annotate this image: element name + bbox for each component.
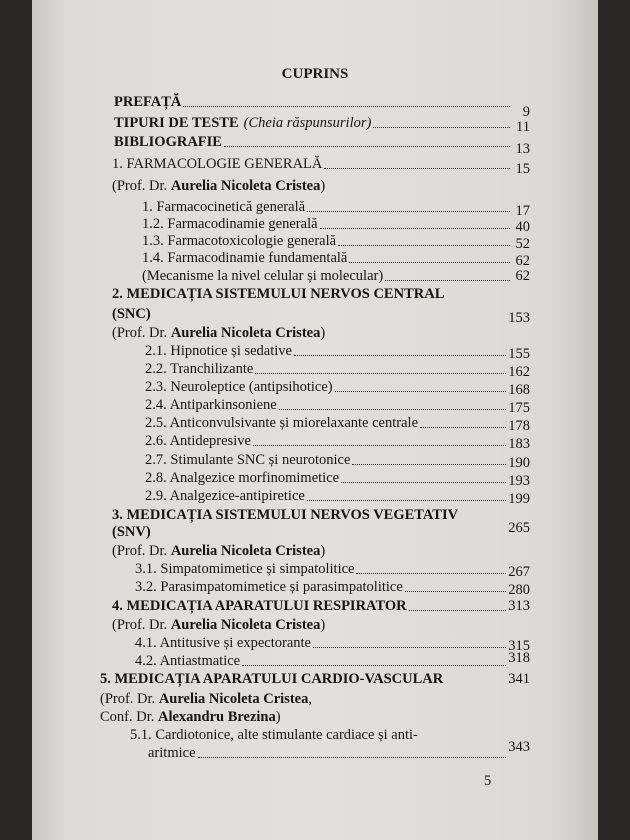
- toc-label-suffix: (Cheia răspunsurilor): [243, 115, 372, 131]
- toc-label: 5. MEDICAȚIA APARATULUI CARDIO-VASCULAR: [100, 671, 444, 687]
- toc-entry-chapter-3[interactable]: [112, 520, 530, 541]
- toc-entry-1-4[interactable]: [142, 250, 530, 267]
- toc-page: 280: [508, 582, 530, 598]
- toc-label-line2: (SNC): [112, 306, 151, 322]
- toc-label: 1.3. Farmacotoxicologie generală: [142, 233, 337, 249]
- toc-label: 1. Farmacocinetică generală: [142, 199, 306, 215]
- chapter-5-authors-conf: Conf. Dr. Alexandru Brezina): [100, 709, 281, 725]
- toc-entry-chapter-2[interactable]: [112, 306, 530, 326]
- toc-label: 2.2. Tranchilizante: [145, 361, 254, 377]
- toc-label: 2.3. Neuroleptice (antipsihotice): [145, 379, 333, 395]
- toc-label: 2.7. Stimulante SNC și neurotonice: [145, 452, 351, 468]
- toc-page: 315: [508, 638, 530, 654]
- toc-entry-2-7[interactable]: [145, 452, 530, 469]
- toc-label: 2.8. Analgezice morfinomimetice: [145, 470, 340, 486]
- toc-label: 2.4. Antiparkinsoniene: [145, 397, 277, 413]
- toc-page: 265: [508, 520, 530, 536]
- toc-page: 155: [508, 346, 530, 362]
- toc-entry-1-3[interactable]: [142, 233, 530, 250]
- toc-page: 341: [508, 671, 530, 687]
- toc-page: 175: [508, 400, 530, 416]
- toc-label: 4. MEDICAȚIA APARATULUI RESPIRATOR: [112, 598, 407, 614]
- toc-entry-chapter-3-title[interactable]: 3. MEDICAȚIA SISTEMULUI NERVOS VEGETATIV: [112, 507, 459, 523]
- toc-label: 2.9. Analgezice-antipiretice: [145, 488, 305, 504]
- toc-page: 11: [516, 119, 530, 135]
- toc-entry-2-5[interactable]: [145, 415, 530, 432]
- book-page: [32, 0, 598, 840]
- toc-label-line2: aritmice: [148, 745, 196, 761]
- toc-entry-5-1[interactable]: [148, 739, 530, 762]
- toc-entry-2-8[interactable]: [145, 470, 530, 487]
- toc-page: 318: [508, 650, 530, 666]
- toc-page: 190: [508, 455, 530, 471]
- toc-entry-2-2[interactable]: [145, 361, 530, 378]
- toc-label: 2.5. Anticonvulsivante și miorelaxante centrale: [145, 415, 419, 431]
- toc-entry-chapter-5[interactable]: [100, 671, 530, 688]
- toc-entry-2-4[interactable]: [145, 397, 530, 414]
- chapter-2-authors: (Prof. Dr. Aurelia Nicoleta Cristea): [112, 325, 326, 341]
- toc-page: 52: [515, 236, 530, 252]
- toc-entry-3-1[interactable]: [135, 561, 530, 578]
- toc-label: 3.2. Parasimpatomimetice și parasimpatolitice: [135, 579, 403, 595]
- toc-page: 343: [508, 739, 530, 755]
- toc-entry-chapter-4[interactable]: [112, 598, 530, 615]
- toc-label: 4.1. Antitusive și expectorante: [135, 635, 311, 651]
- toc-page: 62: [515, 268, 530, 284]
- toc-entry-1-2[interactable]: [142, 216, 530, 233]
- toc-label: (Mecanisme la nivel celular și molecular): [142, 268, 384, 284]
- toc-entry-3-2[interactable]: [135, 579, 530, 596]
- toc-entry-2-9[interactable]: [145, 488, 530, 505]
- toc-page: 313: [508, 598, 530, 614]
- toc-page: 267: [508, 564, 530, 580]
- toc-entry-chapter-1[interactable]: [112, 156, 530, 177]
- toc-label: PREFAȚĂ: [114, 94, 182, 110]
- toc-page: 17: [515, 203, 530, 219]
- toc-label: 4.2. Antiastmatice: [135, 653, 241, 669]
- toc-page: 199: [508, 491, 530, 507]
- toc-label: 1. FARMACOLOGIE GENERALĂ: [112, 156, 323, 172]
- toc-entry-tipuri-de-teste[interactable]: [114, 115, 530, 135]
- toc-page: 178: [508, 418, 530, 434]
- page-number: 5: [484, 773, 492, 789]
- toc-entry-1-1[interactable]: [142, 199, 530, 219]
- toc-page: 62: [515, 253, 530, 269]
- toc-entry-1-4-subtitle[interactable]: [142, 268, 530, 285]
- toc-label: TIPURI DE TESTE: [114, 115, 239, 131]
- chapter-3-authors: (Prof. Dr. Aurelia Nicoleta Cristea): [112, 543, 326, 559]
- toc-label-line2: (SNV): [112, 524, 151, 540]
- toc-entry-5-1-line1[interactable]: 5.1. Cardiotonice, alte stimulante cardiace și anti-: [130, 727, 418, 743]
- toc-label: BIBLIOGRAFIE: [114, 134, 222, 150]
- toc-entry-prefata[interactable]: [114, 94, 530, 120]
- chapter-4-authors: (Prof. Dr. Aurelia Nicoleta Cristea): [112, 617, 326, 633]
- toc-page: 13: [515, 141, 530, 157]
- toc-entry-2-6[interactable]: [145, 433, 530, 450]
- toc-label: 2.1. Hipnotice și sedative: [145, 343, 292, 359]
- toc-page: 162: [508, 364, 530, 380]
- toc-entry-4-1[interactable]: [135, 635, 530, 652]
- toc-page: 168: [508, 382, 530, 398]
- toc-entry-2-3[interactable]: [145, 379, 530, 396]
- toc-entry-bibliografie[interactable]: [114, 134, 530, 157]
- page-title: CUPRINS: [281, 66, 349, 82]
- toc-page: 153: [508, 310, 530, 326]
- toc-label: 2.6. Antidepresive: [145, 433, 251, 449]
- toc-page: 9: [522, 104, 530, 120]
- toc-page: 15: [515, 161, 530, 177]
- toc-page: 40: [515, 219, 530, 235]
- toc-entry-chapter-2-title[interactable]: 2. MEDICAȚIA SISTEMULUI NERVOS CENTRAL: [112, 286, 445, 302]
- toc-label: 1.4. Farmacodinamie fundamentală: [142, 250, 348, 266]
- toc-page: 193: [508, 473, 530, 489]
- toc-entry-4-2[interactable]: [135, 650, 530, 670]
- toc-label: 1.2. Farmacodinamie generală: [142, 216, 318, 232]
- chapter-1-authors: (Prof. Dr. Aurelia Nicoleta Cristea): [112, 178, 326, 194]
- toc-page: 183: [508, 436, 530, 452]
- toc-entry-2-1[interactable]: [145, 343, 530, 360]
- toc-label: 3.1. Simpatomimetice și simpatolitice: [135, 561, 355, 577]
- chapter-5-authors-prof: (Prof. Dr. Aurelia Nicoleta Cristea,: [100, 691, 312, 707]
